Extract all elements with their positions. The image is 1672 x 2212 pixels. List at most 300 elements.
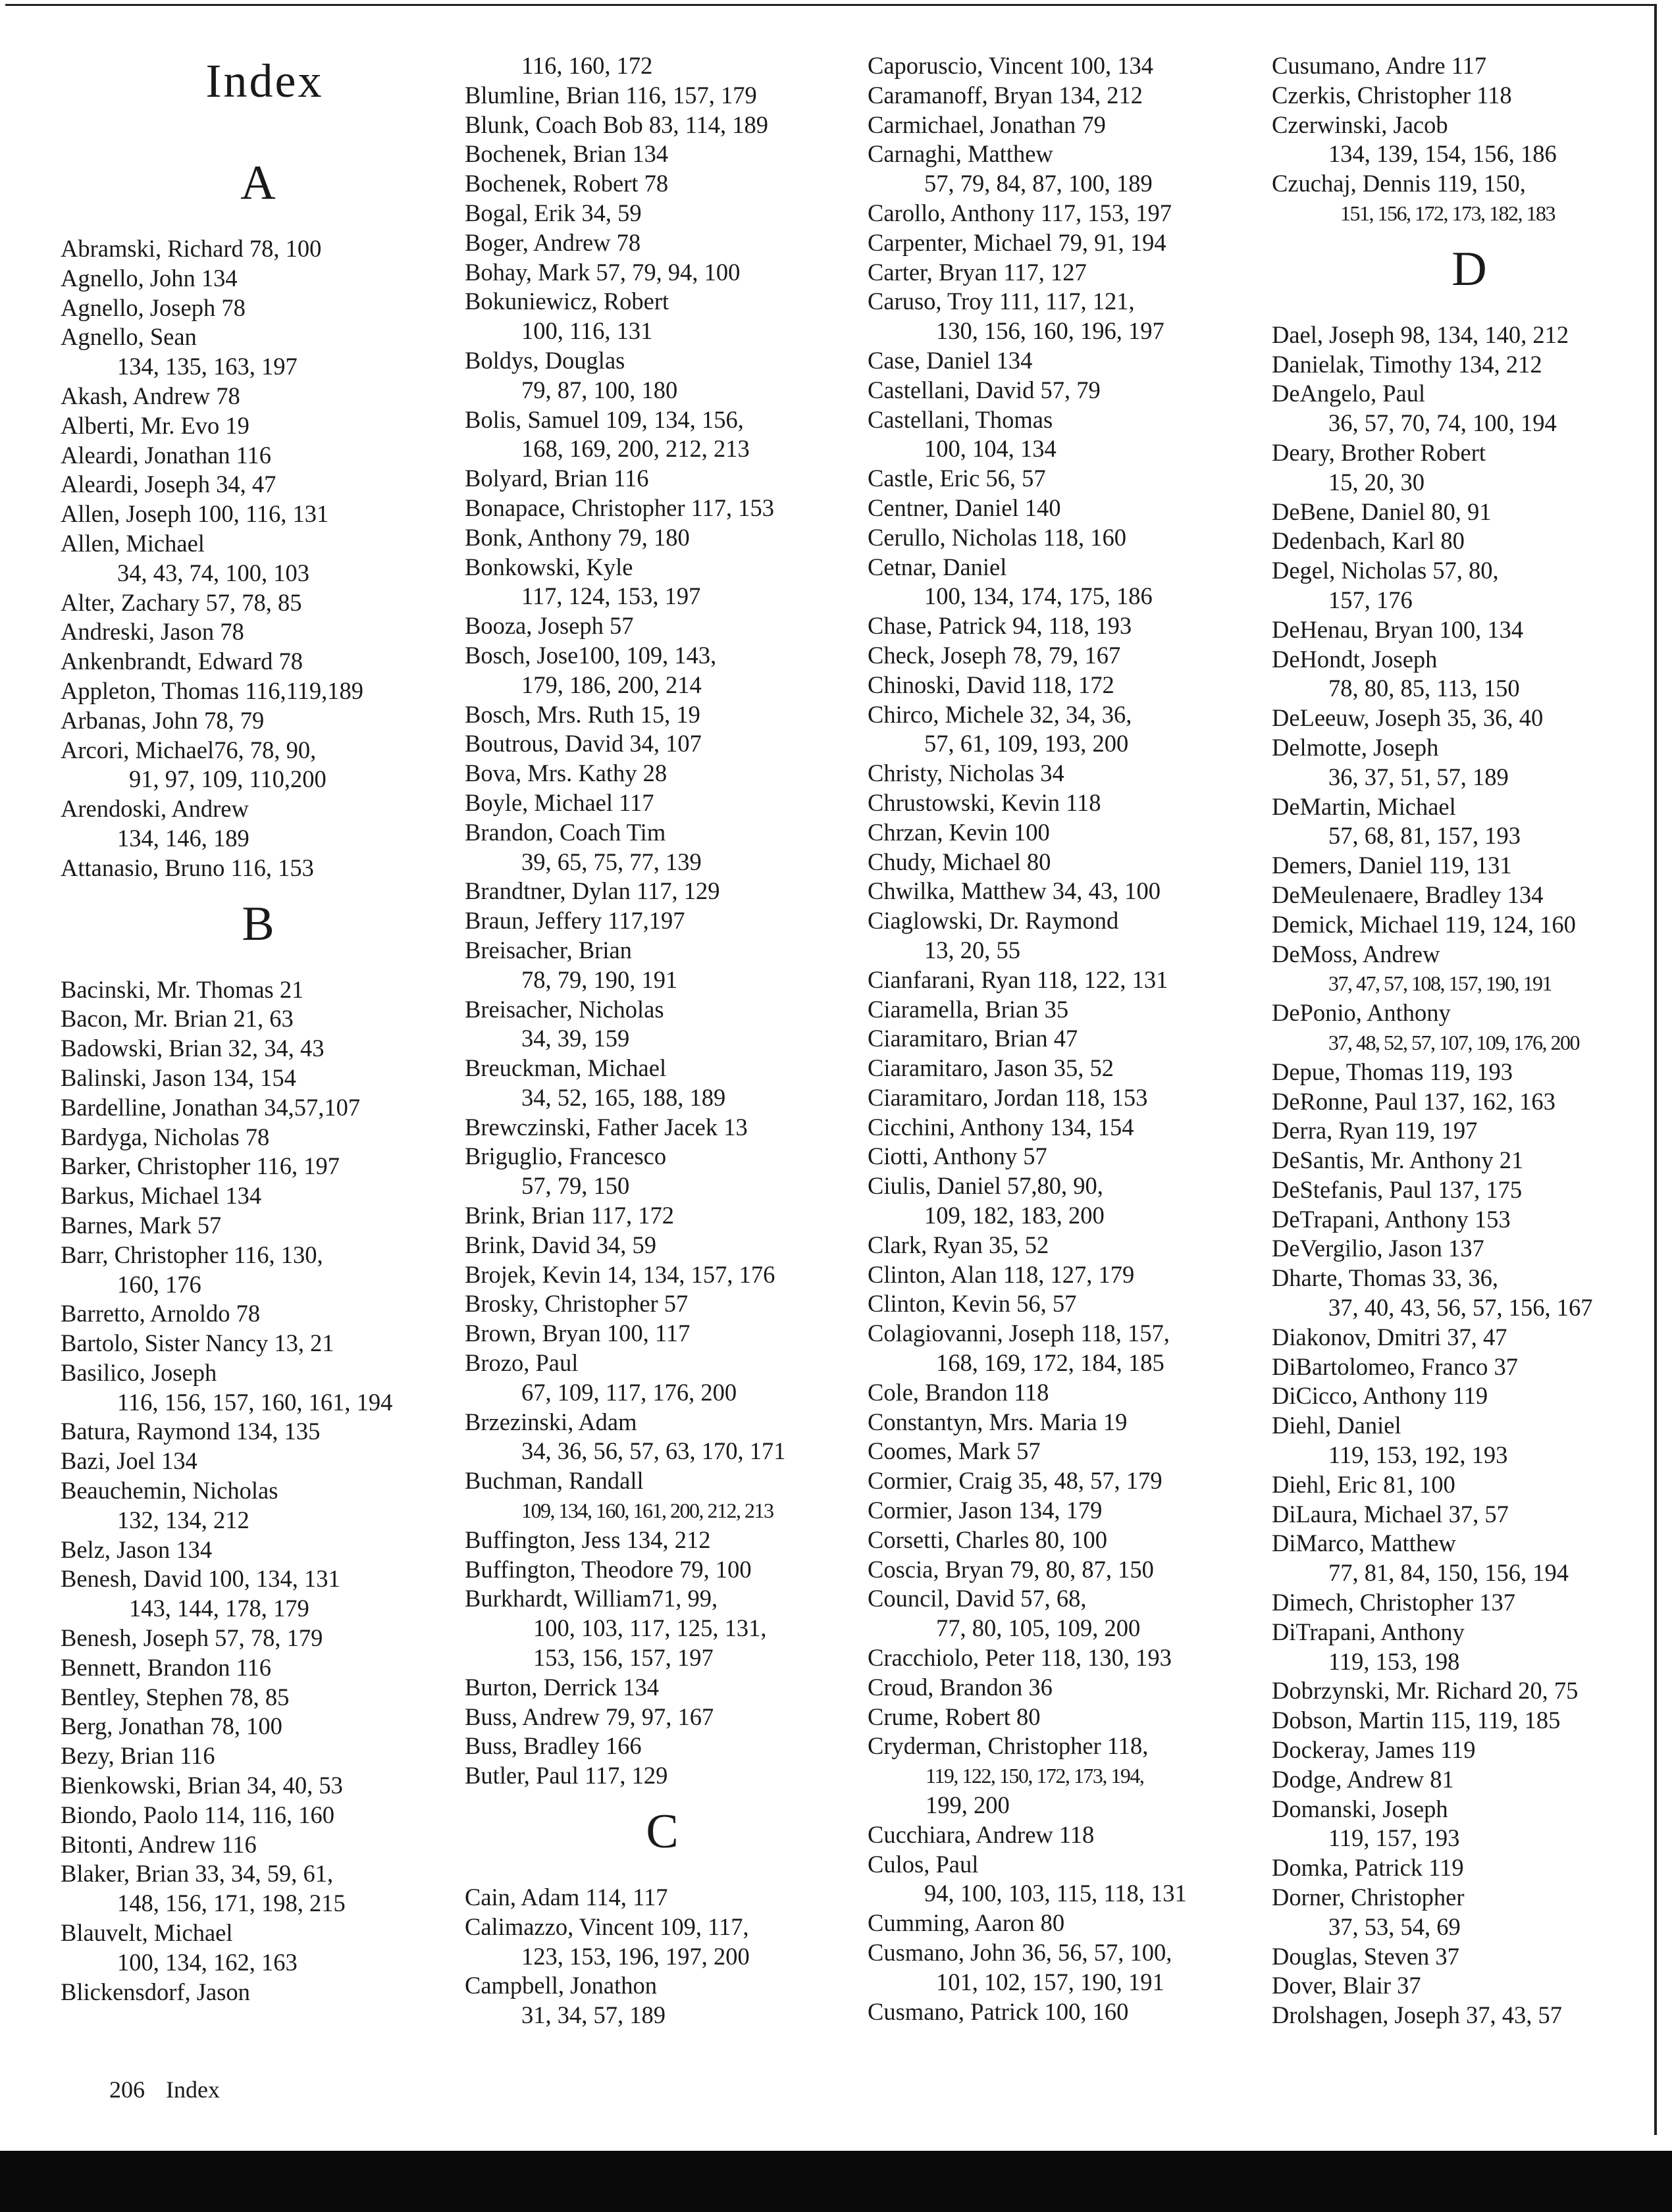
entry-name-line: Appleton, Thomas 116,119,189 [61,677,363,704]
entry-pages-line: 157, 176 [1328,586,1413,613]
entry-pages-line: 134, 139, 154, 156, 186 [1328,140,1557,168]
entry-name-line: Diehl, Eric 81, 100 [1272,1470,1455,1498]
index-column-4 [1272,51,1667,2030]
index-entry [1272,1175,1667,1205]
entry-name-line: Castellani, David 57, 79 [868,376,1101,403]
index-entry [465,1231,860,1260]
entry-name-line: Derra, Ryan 119, 197 [1272,1117,1478,1145]
entry-name-line: Beauchemin, Nicholas [61,1477,278,1505]
entry-pages-line: 143, 144, 178, 179 [129,1595,309,1622]
entry-name-line: Corsetti, Charles 80, 100 [868,1526,1107,1553]
entry-pages-line: 37, 48, 52, 57, 107, 109, 176, 200 [1328,1030,1579,1054]
index-entry [868,199,1263,228]
index-entry [1272,1618,1667,1677]
entry-name-line: Benesh, David 100, 134, 131 [61,1565,340,1593]
entry-name-line: Bezy, Brian 116 [61,1742,215,1770]
entry-name-line: Ciulis, Daniel 57,80, 90, [868,1172,1103,1200]
entry-name-line: Christy, Nicholas 34 [868,759,1064,787]
entry-name-line: Bochenek, Brian 134 [465,140,669,168]
entry-name-line: Bacon, Mr. Brian 21, 63 [61,1005,294,1033]
index-entry [868,287,1263,346]
entry-name-line: Ciaramella, Brian 35 [868,995,1069,1023]
entry-name-line: Braun, Jeffery 117,197 [465,907,685,935]
entry-name-line: Bentley, Stephen 78, 85 [61,1683,290,1710]
entry-name-line: Bacinski, Mr. Thomas 21 [61,975,304,1003]
entry-name-line: Cryderman, Christopher 118, [868,1732,1149,1760]
entry-name-line: Badowski, Brian 32, 34, 43 [61,1035,325,1062]
entry-pages-line: 39, 65, 75, 77, 139 [521,848,702,875]
entry-pages-line: 100, 104, 134 [924,435,1057,463]
index-entry [465,1408,860,1467]
entry-name-line: Chrzan, Kevin 100 [868,818,1050,846]
index-entry [1272,1971,1667,2001]
entry-pages-line: 119, 157, 193 [1328,1824,1460,1852]
index-entry [1272,851,1667,881]
entry-pages-line: 36, 37, 51, 57, 189 [1328,763,1509,790]
index-entry [1272,733,1667,792]
index-entry [868,1378,1263,1408]
entry-name-line: DeMartin, Michael [1272,792,1456,820]
index-entry [61,1064,456,1093]
index-entry [465,51,860,81]
index-entry [1272,1205,1667,1235]
entry-pages-line: 77, 81, 84, 150, 156, 194 [1328,1559,1569,1587]
footer-label: Index [166,2076,220,2103]
index-entry [868,1496,1263,1526]
entry-pages-line: 34, 52, 165, 188, 189 [521,1083,726,1111]
index-entry [61,1034,456,1064]
index-entry [1272,111,1667,170]
entry-name-line: Berg, Jonathan 78, 100 [61,1712,282,1740]
index-entry [465,818,860,877]
index-entry [465,523,860,553]
entry-name-line: Coscia, Bryan 79, 80, 87, 150 [868,1555,1154,1583]
index-entry [868,788,1263,818]
index-entry [61,1535,456,1565]
index-entry [1272,910,1667,940]
index-entry [1272,556,1667,615]
index-entry [868,1997,1263,2027]
entry-name-line: Bosch, Jose100, 109, 143, [465,641,717,669]
entry-pages-line: 100, 134, 162, 163 [117,1948,298,1976]
page-footer [109,2076,241,2103]
entry-name-line: Buchman, Randall [465,1467,644,1495]
index-entry [61,1564,456,1624]
entry-name-line: DeMeulenaere, Bradley 134 [1272,881,1544,908]
index-entry [61,234,456,264]
entry-name-line: Burton, Derrick 134 [465,1673,659,1701]
index-entry [868,494,1263,523]
index-entry [61,470,456,500]
entry-pages-line: 36, 57, 70, 74, 100, 194 [1328,409,1557,437]
index-entry [61,1358,456,1418]
index-entry [1272,1470,1667,1500]
entry-name-line: Constantyn, Mrs. Maria 19 [868,1408,1128,1435]
entry-name-line: Bonkowski, Kyle [465,553,633,580]
index-entry [1272,1116,1667,1146]
entry-name-line: DeVergilio, Jason 137 [1272,1235,1484,1262]
index-entry [61,411,456,441]
entry-name-line: Blickensdorf, Jason [61,1978,250,2005]
entry-name-line: Dedenbach, Karl 80 [1272,527,1465,555]
index-entry [465,140,860,169]
entry-name-line: Brown, Bryan 100, 117 [465,1320,691,1347]
entry-name-line: Aleardi, Joseph 34, 47 [61,471,276,498]
entry-pages-line: 57, 68, 81, 157, 193 [1328,822,1521,850]
index-entry [465,258,860,288]
index-entry [61,1830,456,1860]
index-entry [465,494,860,523]
entry-name-line: Brzezinski, Adam [465,1408,637,1435]
entry-name-line: Ciaramitaro, Brian 47 [868,1025,1078,1052]
entry-pages-line: 130, 156, 160, 196, 197 [936,317,1164,345]
entry-name-line: Barnes, Mark 57 [61,1211,222,1239]
entry-name-line: DiBartolomeo, Franco 37 [1272,1352,1519,1380]
entry-pages-line: 134, 146, 189 [117,824,249,852]
entry-name-line: Bardelline, Jonathan 34,57,107 [61,1093,361,1121]
entry-name-line: Calimazzo, Vincent 109, 117, [465,1913,749,1940]
index-entry [868,1113,1263,1143]
entry-pages-line: 34, 43, 74, 100, 103 [117,559,309,586]
index-entry [1272,1765,1667,1795]
entry-name-line: Dover, Blair 37 [1272,1972,1421,1999]
entry-name-line: Caporuscio, Vincent 100, 134 [868,52,1154,79]
index-entry [868,1643,1263,1673]
entry-name-line: Douglas, Steven 37 [1272,1942,1459,1970]
entry-name-line: Drolshagen, Joseph 37, 43, 57 [1272,2001,1562,2029]
index-entry [1272,1942,1667,1972]
entry-name-line: Cumming, Aaron 80 [868,1909,1065,1937]
entry-name-line: Breisacher, Brian [465,936,632,964]
index-entry [465,1555,860,1585]
index-entry [61,794,456,854]
entry-name-line: Dorner, Christopher [1272,1884,1465,1911]
index-entry [465,553,860,612]
index-entry [868,1054,1263,1083]
index-entry [465,611,860,641]
index-entry [465,995,860,1054]
index-entry [61,736,456,795]
index-entry [465,1349,860,1408]
entry-name-line: Boyle, Michael 117 [465,788,654,816]
entry-name-line: Abramski, Richard 78, 100 [61,235,322,262]
index-entry [1272,1529,1667,1588]
entry-pages-line: 57, 79, 150 [521,1172,630,1200]
entry-name-line: Blaker, Brian 33, 34, 59, 61, [61,1860,334,1888]
entry-name-line: Colagiovanni, Joseph 118, 157, [868,1320,1170,1347]
entry-name-line: Diakonov, Dmitri 37, 47 [1272,1323,1507,1350]
section-letter-heading: B [242,896,274,951]
entry-name-line: Cucchiara, Andrew 118 [868,1820,1095,1848]
entry-name-line: Barretto, Arnoldo 78 [61,1300,261,1327]
entry-pages-line: 179, 186, 200, 214 [521,671,702,698]
index-entry [465,1913,860,1972]
index-entry [465,199,860,228]
index-entry [61,1181,456,1211]
entry-name-line: Carollo, Anthony 117, 153, 197 [868,199,1172,226]
index-entry [868,1584,1263,1643]
index-entry [465,1732,860,1761]
index-entry [1272,169,1667,228]
index-entry [61,264,456,294]
index-entry [1272,1736,1667,1765]
index-entry [868,995,1263,1025]
index-entry [868,759,1263,788]
entry-pages-line: 100, 134, 174, 175, 186 [924,582,1153,610]
entry-name-line: Cain, Adam 114, 117 [465,1884,668,1911]
entry-pages-line: 153, 156, 157, 197 [533,1644,714,1672]
entry-pages-line: 160, 176 [117,1270,201,1298]
entry-name-line: Bitonti, Andrew 116 [61,1830,257,1858]
index-entry [61,1093,456,1123]
entry-pages-line: 168, 169, 172, 184, 185 [936,1349,1164,1377]
entry-name-line: Dobrzynski, Mr. Richard 20, 75 [1272,1677,1579,1705]
index-entry [61,677,456,706]
entry-name-line: Buss, Andrew 79, 97, 167 [465,1703,714,1730]
entry-name-line: Czerkis, Christopher 118 [1272,81,1512,109]
index-entry [1272,379,1667,438]
entry-name-line: Dodge, Andrew 81 [1272,1765,1454,1793]
index-entry [868,1083,1263,1113]
entry-name-line: Barker, Christopher 116, 197 [61,1152,340,1180]
index-entry [1272,2001,1667,2030]
entry-name-line: Cracchiolo, Peter 118, 130, 193 [868,1644,1172,1672]
section-letter-heading: D [1451,242,1487,296]
index-entry [868,877,1263,906]
entry-name-line: Buffington, Theodore 79, 100 [465,1555,752,1583]
entry-name-line: Chase, Patrick 94, 118, 193 [868,612,1132,640]
index-column-3 [868,51,1263,2026]
index-entry [868,553,1263,612]
index-entry [465,1584,860,1672]
index-entry [868,1526,1263,1555]
index-entry [61,1741,456,1771]
entry-name-line: Ciaramitaro, Jason 35, 52 [868,1054,1114,1082]
entry-name-line: Ciotti, Anthony 57 [868,1143,1047,1170]
entry-pages-line: 37, 53, 54, 69 [1328,1913,1461,1940]
index-entry [868,1437,1263,1466]
entry-pages-line: 119, 153, 198 [1328,1647,1460,1675]
entry-name-line: DeStefanis, Paul 137, 175 [1272,1175,1523,1203]
entry-name-line: Alberti, Mr. Evo 19 [61,411,249,439]
index-entry [1272,81,1667,111]
index-entry [868,1703,1263,1732]
entry-pages-line: 151, 156, 172, 173, 182, 183 [1340,201,1555,225]
entry-pages-line: 119, 122, 150, 172, 173, 194, [926,1764,1144,1788]
entry-name-line: Brosky, Christopher 57 [465,1290,689,1318]
entry-name-line: Domka, Patrick 119 [1272,1854,1464,1882]
entry-name-line: Briguglio, Francesco [465,1143,667,1170]
entry-name-line: DiCicco, Anthony 119 [1272,1382,1488,1410]
entry-name-line: Agnello, Sean [61,323,197,351]
index-entry [61,975,456,1005]
entry-name-line: Basilico, Joseph [61,1358,217,1386]
index-entry [868,965,1263,995]
index-entry [465,729,860,759]
entry-pages-line: 57, 61, 109, 193, 200 [924,730,1129,758]
index-entry [1272,1058,1667,1087]
index-entry [1272,1323,1667,1352]
entry-pages-line: 13, 20, 55 [924,936,1020,964]
index-entry [61,1211,456,1241]
entry-name-line: Cerullo, Nicholas 118, 160 [868,523,1126,551]
page-title: Index [205,55,324,107]
entry-name-line: Caruso, Troy 111, 117, 121, [868,288,1135,315]
index-entry [61,647,456,677]
index-entry [868,1732,1263,1820]
entry-name-line: Council, David 57, 68, [868,1585,1087,1612]
entry-name-line: Coomes, Mark 57 [868,1437,1041,1465]
entry-name-line: Chwilka, Matthew 34, 43, 100 [868,877,1161,905]
index-entry [61,441,456,471]
index-entry [465,1883,860,1913]
index-entry [868,1820,1263,1850]
scan-bottom-band [0,2151,1672,2212]
index-entry [61,588,456,618]
index-entry [61,529,456,588]
entry-name-line: Chirco, Michele 32, 34, 36, [868,700,1132,728]
index-entry [465,1526,860,1555]
index-entry [1272,645,1667,704]
index-entry [1272,792,1667,852]
entry-name-line: Danielak, Timothy 134, 212 [1272,350,1542,378]
entry-name-line: Centner, Daniel 140 [868,494,1061,521]
entry-name-line: DeAngelo, Paul [1272,380,1426,407]
index-entry [465,287,860,346]
entry-pages-line: 57, 79, 84, 87, 100, 189 [924,170,1153,197]
index-entry [868,641,1263,671]
entry-name-line: Bohay, Mark 57, 79, 94, 100 [465,258,741,286]
entry-pages-line: 148, 156, 171, 198, 215 [117,1890,346,1917]
index-entry [61,500,456,529]
entry-name-line: Castle, Eric 56, 57 [868,465,1046,492]
entry-pages-line: 117, 124, 153, 197 [521,582,701,610]
entry-name-line: Cusmano, John 36, 56, 57, 100, [868,1939,1172,1966]
entry-name-line: Benesh, Joseph 57, 78, 179 [61,1624,323,1652]
entry-pages-line: 78, 80, 85, 113, 150 [1328,675,1520,702]
index-entry [868,848,1263,877]
index-entry [868,1142,1263,1171]
entry-name-line: Clark, Ryan 35, 52 [868,1231,1049,1258]
entry-name-line: Attanasio, Bruno 116, 153 [61,854,314,881]
index-entry [61,1683,456,1712]
index-entry [868,1909,1263,1938]
entry-pages-line: 134, 135, 163, 197 [117,353,298,380]
index-entry [465,1971,860,2030]
index-entry [61,1624,456,1653]
entry-pages-line: 132, 134, 212 [117,1506,249,1533]
entry-pages-line: 77, 80, 105, 109, 200 [936,1614,1141,1642]
entry-name-line: Burkhardt, William71, 99, [465,1585,718,1612]
index-entry [1272,1087,1667,1117]
entry-name-line: Akash, Andrew 78 [61,382,240,409]
index-entry [465,169,860,199]
index-entry [465,81,860,111]
index-entry [1272,1588,1667,1618]
section-letter-heading: C [646,1805,679,1859]
index-entry [61,322,456,382]
index-entry [868,1260,1263,1290]
page-number: 206 [109,2076,145,2103]
entry-name-line: Demers, Daniel 119, 131 [1272,852,1512,879]
entry-name-line: Bennett, Brandon 116 [61,1653,271,1681]
entry-pages-line: 116, 160, 172 [521,52,653,79]
index-entry [465,464,860,494]
index-entry [1272,1500,1667,1530]
index-entry [1272,1381,1667,1411]
index-entry [465,1673,860,1703]
entry-name-line: Bardyga, Nicholas 78 [61,1123,270,1150]
entry-name-line: Brandon, Coach Tim [465,818,666,846]
entry-name-line: Arendoski, Andrew [61,795,249,823]
entry-name-line: Dockeray, James 119 [1272,1736,1476,1764]
entry-name-line: DeLeeuw, Joseph 35, 36, 40 [1272,704,1544,732]
entry-name-line: Bazi, Joel 134 [61,1447,197,1475]
entry-name-line: Batura, Raymond 134, 135 [61,1418,321,1445]
entry-name-line: Degel, Nicholas 57, 80, [1272,557,1499,584]
index-entry [1272,1411,1667,1470]
entry-name-line: Bolis, Samuel 109, 134, 156, [465,405,744,433]
index-entry [61,1476,456,1535]
index-entry [465,1142,860,1201]
index-entry [61,1801,456,1830]
index-entry [465,641,860,700]
entry-name-line: Dharte, Thomas 33, 36, [1272,1264,1498,1292]
index-entry [1272,615,1667,645]
index-entry [1272,1706,1667,1736]
entry-name-line: Arcori, Michael76, 78, 90, [61,736,317,763]
entry-name-line: DeRonne, Paul 137, 162, 163 [1272,1087,1555,1115]
index-entry [868,1231,1263,1260]
entry-name-line: Czerwinski, Jacob [1272,111,1448,138]
index-entry [1272,1352,1667,1382]
index-entry [1272,1883,1667,1942]
entry-name-line: Breisacher, Nicholas [465,995,664,1023]
index-entry [61,854,456,883]
entry-name-line: Ciaglowski, Dr. Raymond [868,907,1119,935]
entry-pages-line: 15, 20, 30 [1328,468,1424,496]
entry-name-line: Cicchini, Anthony 134, 154 [868,1113,1134,1141]
entry-pages-line: 78, 79, 190, 191 [521,965,678,993]
index-entry [61,294,456,323]
entry-name-line: Cormier, Craig 35, 48, 57, 179 [868,1467,1163,1495]
index-entry [1272,1264,1667,1323]
index-entry [61,706,456,736]
entry-pages-line: 37, 47, 57, 108, 157, 190, 191 [1328,971,1552,996]
index-entry [465,405,860,465]
index-entry [868,81,1263,111]
entry-name-line: Barr, Christopher 116, 130, [61,1241,323,1268]
index-entry [1272,1853,1667,1883]
entry-name-line: DiMarco, Matthew [1272,1530,1456,1557]
entry-pages-line: 168, 169, 200, 212, 213 [521,435,750,463]
index-entry [61,1653,456,1683]
entry-name-line: Bonk, Anthony 79, 180 [465,523,690,551]
entry-name-line: Boldys, Douglas [465,346,625,374]
entry-pages-line: 116, 156, 157, 160, 161, 194 [117,1388,393,1416]
entry-name-line: Domanski, Joseph [1272,1795,1448,1822]
entry-name-line: Bartolo, Sister Nancy 13, 21 [61,1329,334,1357]
index-entry [868,523,1263,553]
index-entry [61,1712,456,1741]
entry-pages-line: 100, 116, 131 [521,317,653,345]
index-entry [465,1054,860,1113]
entry-name-line: Boutrous, David 34, 107 [465,730,702,758]
entry-name-line: DeHondt, Joseph [1272,645,1438,673]
entry-name-line: Check, Joseph 78, 79, 167 [868,641,1121,669]
entry-name-line: Bonapace, Christopher 117, 153 [465,494,775,521]
index-entry [61,1859,456,1918]
